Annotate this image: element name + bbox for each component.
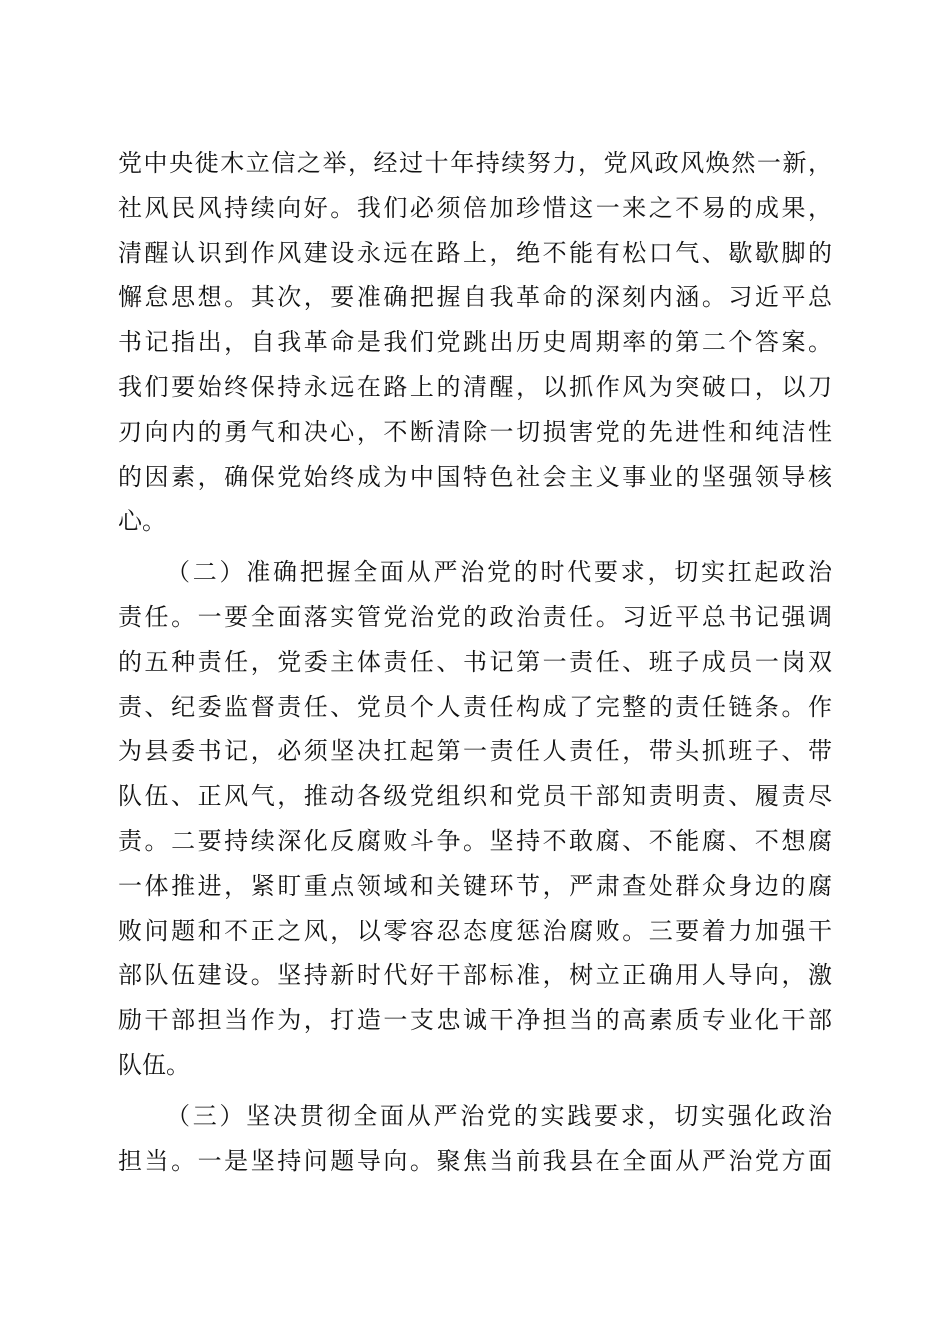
text-line: 清醒认识到作风建设永远在路上，绝不能有松口气、歇歇脚的 — [118, 238, 832, 267]
text-line: 的因素，确保党始终成为中国特色社会主义事业的坚强领导核 — [118, 462, 832, 491]
document-body — [118, 141, 832, 1183]
text-line: 为县委书记，必须坚决扛起第一责任人责任，带头抓班子、带 — [118, 737, 832, 766]
text-line: 励干部担当作为，打造一支忠诚干净担当的高素质专业化干部 — [118, 1006, 832, 1035]
paragraph-1 — [118, 141, 832, 544]
text-line: 刃向内的勇气和决心，不断清除一切损害党的先进性和纯洁性 — [118, 417, 832, 446]
text-line: 担当。一是坚持问题导向。聚焦当前我县在全面从严治党方面 — [118, 1146, 832, 1175]
text-line: 党中央徙木立信之举，经过十年持续努力，党风政风焕然一新， — [118, 149, 832, 177]
section-heading-line: （二）准确把握全面从严治党的时代要求，切实扛起政治 — [166, 558, 832, 587]
paragraph-3 — [118, 1094, 832, 1184]
text-line: 懈怠思想。其次，要准确把握自我革命的深刻内涵。习近平总 — [118, 283, 832, 312]
text-line: 责。二要持续深化反腐败斗争。坚持不敢腐、不能腐、不想腐 — [118, 826, 832, 855]
section-heading-line: （三）坚决贯彻全面从严治党的实践要求，切实强化政治 — [166, 1101, 832, 1130]
text-line: 社风民风持续向好。我们必须倍加珍惜这一来之不易的成果， — [118, 193, 832, 222]
text-line: 队伍、正风气，推动各级党组织和党员干部知责明责、履责尽 — [118, 782, 832, 811]
text-line: 队伍。 — [118, 1050, 190, 1079]
text-line: 书记指出，自我革命是我们党跳出历史周期率的第二个答案。 — [118, 328, 832, 357]
paragraph-2 — [118, 550, 832, 1088]
text-line: 的五种责任，党委主体责任、书记第一责任、班子成员一岗双 — [118, 647, 832, 676]
text-line: 责任。一要全面落实管党治党的政治责任。习近平总书记强调 — [118, 602, 832, 631]
text-line: 我们要始终保持永远在路上的清醒，以抓作风为突破口，以刀 — [118, 372, 832, 401]
text-line: 部队伍建设。坚持新时代好干部标准，树立正确用人导向，激 — [118, 961, 832, 990]
text-line: 心。 — [118, 507, 166, 536]
text-line: 责、纪委监督责任、党员个人责任构成了完整的责任链条。作 — [118, 692, 832, 721]
text-line: 败问题和不正之风，以零容忍态度惩治腐败。三要着力加强干 — [118, 916, 832, 945]
text-line: 一体推进，紧盯重点领域和关键环节，严肃查处群众身边的腐 — [118, 871, 832, 900]
